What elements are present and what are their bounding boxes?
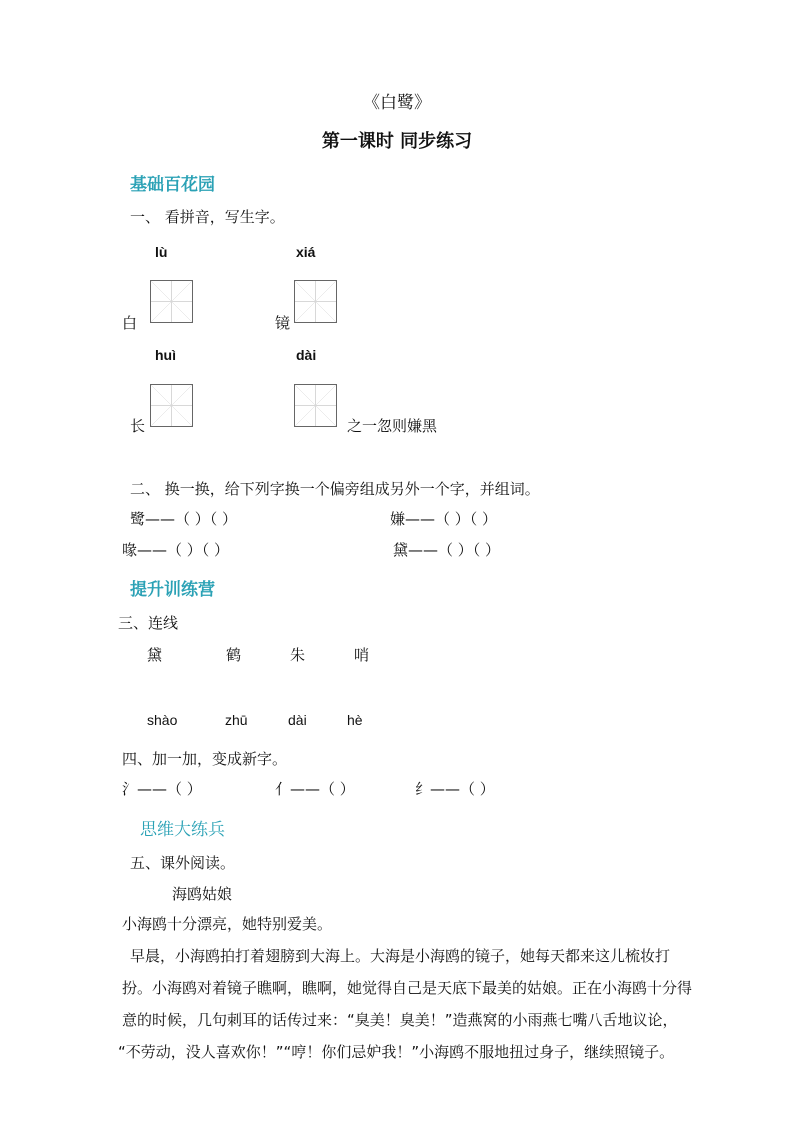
section-heading-basic: 基础百花园 xyxy=(130,175,215,195)
match-char[interactable]: 黛 xyxy=(147,646,163,664)
story-title: 海鸥姑娘 xyxy=(172,885,233,903)
pinyin-hui: huì xyxy=(155,347,176,363)
radical: 亻 xyxy=(275,780,291,798)
question-3-heading: 三、连线 xyxy=(118,614,179,632)
story-line: 意的时候，几句刺耳的话传过来：“臭美！臭美！”造燕窝的小雨燕七嘴八舌地议论， xyxy=(122,1011,678,1029)
prefix-jing: 镜 xyxy=(275,314,291,332)
radical: 氵 xyxy=(122,780,138,798)
match-pinyin[interactable]: zhū xyxy=(225,712,248,728)
swap-row-xian xyxy=(390,508,497,529)
match-char[interactable]: 鹤 xyxy=(226,646,242,664)
swap-row-hui xyxy=(122,539,229,560)
story-line: “不劳动，没人喜欢你！”“哼！你们忌妒我！”小海鸥不服地扭过身子，继续照镜子。 xyxy=(118,1043,675,1061)
match-pinyin[interactable]: dài xyxy=(288,712,307,728)
swap-char: 嫌 xyxy=(390,510,406,528)
question-1-heading: 一、 看拼音，写生字。 xyxy=(130,208,285,226)
swap-char: 黛 xyxy=(393,541,409,559)
writing-box-xia[interactable] xyxy=(294,280,337,323)
question-4-heading: 四、加一加，变成新字。 xyxy=(122,750,288,768)
add-blank: ——（ ） xyxy=(430,780,495,798)
prefix-bai: 白 xyxy=(122,314,138,332)
suffix-text: 之一忽则嫌黑 xyxy=(347,417,438,435)
add-row-shui xyxy=(122,778,202,799)
swap-row-lu xyxy=(130,508,237,529)
match-pinyin[interactable]: shào xyxy=(147,712,178,728)
pinyin-xia: xiá xyxy=(296,244,316,260)
writing-box-lu[interactable] xyxy=(150,280,193,323)
add-blank: ——（ ） xyxy=(137,780,202,798)
add-row-ren xyxy=(275,778,355,799)
question-2-heading: 二、 换一换，给下列字换一个偏旁组成另外一个字，并组词。 xyxy=(130,480,540,498)
worksheet-title: 《白鹭》 xyxy=(363,93,431,113)
match-pinyin[interactable]: hè xyxy=(347,712,363,728)
swap-char: 喙 xyxy=(122,541,138,559)
story-line: 扮。小海鸥对着镜子瞧啊，瞧啊，她觉得自己是天底下最美的姑娘。正在小海鸥十分得 xyxy=(122,979,693,997)
story-line: 早晨，小海鸥拍打着翅膀到大海上。大海是小海鸥的镜子，她每天都来这儿梳妆打 xyxy=(130,947,671,965)
section-heading-advanced: 提升训练营 xyxy=(130,580,215,600)
match-char[interactable]: 朱 xyxy=(290,646,306,664)
match-char[interactable]: 哨 xyxy=(354,646,370,664)
swap-blanks: ——（ ）（ ） xyxy=(145,510,238,528)
prefix-chang: 长 xyxy=(130,417,146,435)
pinyin-lu: lù xyxy=(155,244,168,260)
swap-blanks: ——（ ）（ ） xyxy=(408,541,501,559)
swap-blanks: ——（ ）（ ） xyxy=(405,510,498,528)
question-5-heading: 五、课外阅读。 xyxy=(130,854,236,872)
pinyin-dai: dài xyxy=(296,347,317,363)
add-blank: ——（ ） xyxy=(290,780,355,798)
radical: 纟 xyxy=(415,780,431,798)
add-row-si xyxy=(415,778,495,799)
worksheet-subtitle: 第一课时 同步练习 xyxy=(321,131,473,152)
writing-box-dai[interactable] xyxy=(294,384,337,427)
swap-blanks: ——（ ）（ ） xyxy=(137,541,230,559)
story-line: 小海鸥十分漂亮，她特别爱美。 xyxy=(122,915,333,933)
writing-box-hui[interactable] xyxy=(150,384,193,427)
swap-char: 鹭 xyxy=(130,510,146,528)
section-heading-thinking: 思维大练兵 xyxy=(140,820,225,840)
swap-row-dai xyxy=(393,539,500,560)
